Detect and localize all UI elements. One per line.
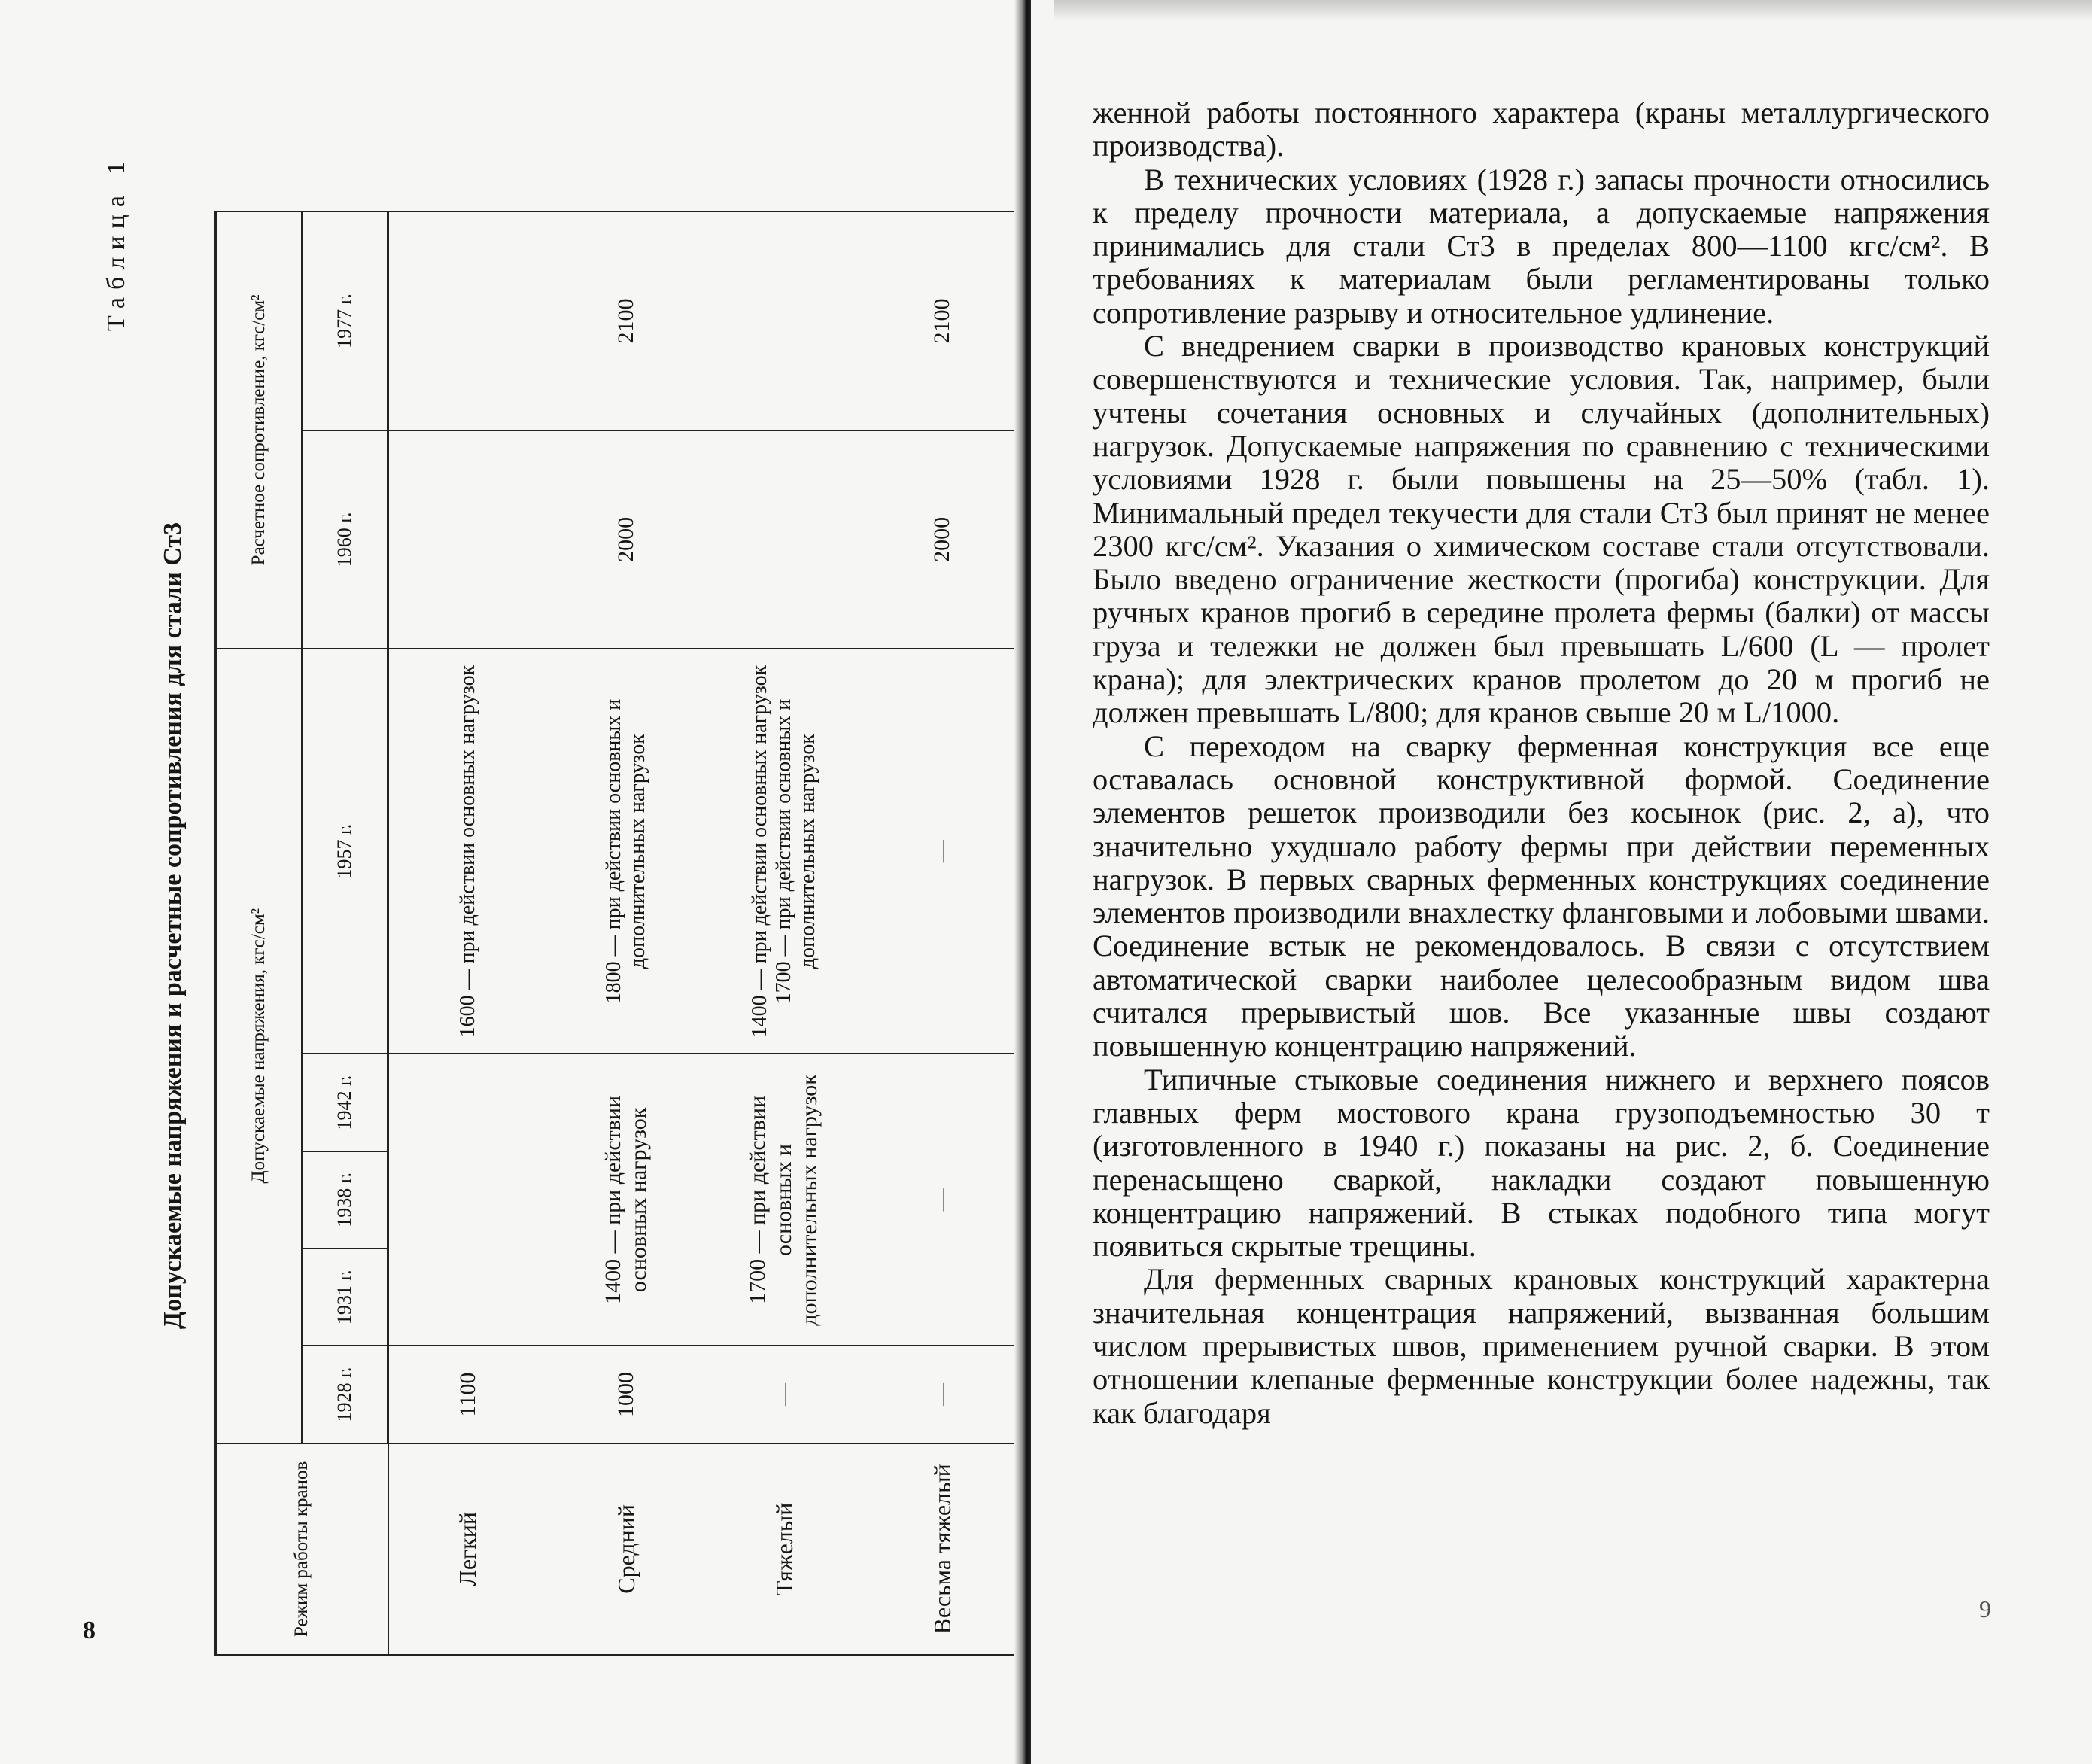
cell-1977 <box>705 211 863 430</box>
header-year: 1960 г. <box>302 430 388 649</box>
cell-1931-1942 <box>388 1054 548 1346</box>
paragraph: С переходом на сварку ферменная конструкция все еще оставалась основной конструктивной формой. Соединение элементов решеток производили без косынок (рис. 2, а), что значительно ухудшало работу фермы при действии переменных нагрузок. В первых сварных ферменных конструкциях соединение элементов производили внахлестку фланговыми и лобовыми швами. Соединение встык не рекомендовалось. В связи с отсутствием автоматической сварки наиболее целесообразным видом шва считался прерывистый шов. Все указанные швы создают повышенную концентрацию напряжений. <box>1093 728 1990 1063</box>
left-page <box>0 0 1031 1764</box>
page-number-right: 9 <box>1979 1595 1991 1623</box>
row-mode: Легкий <box>388 1443 548 1655</box>
cell-1931-1942: 1400 — при действии основных нагрузок <box>547 1054 705 1346</box>
cell-1931-1942: 1700 — при действии основных и дополнительных нагрузок <box>705 1054 863 1346</box>
cell-1928: 1000 <box>547 1346 705 1443</box>
stress-table <box>214 211 1023 1656</box>
paragraph: женной работы постоянного характера (краны металлургического производства). <box>1093 96 1990 163</box>
cell-1960: 2000 <box>863 430 1023 649</box>
header-year: 1931 г. <box>302 1248 388 1346</box>
table-row <box>547 211 705 1655</box>
cell-1957: 1600 — при действии основных нагрузок <box>388 649 548 1054</box>
header-year: 1957 г. <box>302 649 388 1054</box>
cell-1928: — <box>705 1346 863 1443</box>
paragraph: С внедрением сварки в производство крановых конструкций совершенствуются и технические условия. Так, например, были учтены сочетания основных и случайных (дополнительных) нагрузок. Допускаемые напряжения по сравнению с техническими условиями 1928 г. были повышены на 25—50% (табл. 1). Минимальный предел текучести для стали Ст3 был принят не менее 2300 кгс/см². Указания о химическом составе стали отсутствовали. Было введено ограничение жесткости (прогиба) конструкции. Для ручных кранов прогиб в середине пролета фермы (балки) от массы груза и тележки не должен был превышать L/600 (L — пролет крана); для электрических кранов пролетом до 20 м прогиб не должен превышать L/800; для кранов свыше 20 м L/1000. <box>1093 329 1990 730</box>
table-row <box>705 211 863 1655</box>
page-shadow <box>1054 0 2092 21</box>
rotated-table-block <box>102 151 990 1656</box>
cell-1960: 2000 <box>547 430 705 649</box>
header-design: Расчетное сопротивление, кгс/см² <box>216 211 303 649</box>
header-mode: Режим работы кранов <box>216 1443 388 1655</box>
header-allowable: Допускаемые напряжения, кгс/см² <box>216 649 303 1443</box>
row-mode: Весьма тяжелый <box>863 1443 1023 1655</box>
cell-1928: — <box>863 1346 1023 1443</box>
table-row <box>863 211 1023 1655</box>
page-number-left: 8 <box>83 1616 96 1644</box>
header-year: 1977 г. <box>302 211 388 430</box>
cell-1977: 2100 <box>863 211 1023 430</box>
header-year: 1938 г. <box>302 1151 388 1248</box>
cell-1977 <box>388 211 548 430</box>
paragraph: Типичные стыковые соединения нижнего и верхнего поясов главных ферм мостового крана грузоподъемностью 30 т (изготовленного в 1940 г.) показаны на рис. 2, б. Соединение перенасыщено сваркой, накладки создают повышенную концентрацию напряжений. В стыках подобного типа могут появиться скрытые трещины. <box>1093 1062 1990 1264</box>
cell-1960 <box>388 430 548 649</box>
cell-1977: 2100 <box>547 211 705 430</box>
header-year: 1942 г. <box>302 1054 388 1151</box>
paragraph: В технических условиях (1928 г.) запасы прочности относились к пределу прочности материала, а допускаемые напряжения принимались для стали Ст3 в пределах 800—1100 кгс/см². В требованиях к материалам были регламентированы только сопротивление разрыву и относительное удлинение. <box>1093 162 1990 330</box>
row-mode: Средний <box>547 1443 705 1655</box>
table-caption: Допускаемые напряжения и расчетные сопротивления для стали Ст3 <box>159 522 187 1330</box>
cell-1957: — <box>863 649 1023 1054</box>
table-label: Таблица 1 <box>102 154 130 331</box>
cell-1957: 1400 — при действии основных нагрузок 1700 — при действии основных и дополнительных нагрузок <box>705 649 863 1054</box>
cell-1960 <box>705 430 863 649</box>
row-mode: Тяжелый <box>705 1443 863 1655</box>
paragraph: Для ферменных сварных крановых конструкций характерна значительная концентрация напряжений, вызванная большим числом прерывистых швов, применением ручной сварки. В этом отношении клепаные ферменные конструкции более надежны, так как благодаря <box>1093 1262 1990 1430</box>
cell-1931-1942: — <box>863 1054 1023 1346</box>
cell-1928: 1100 <box>388 1346 548 1443</box>
table-row <box>388 211 548 1655</box>
cell-1957: 1800 — при действии основных и дополнительных нагрузок <box>547 649 705 1054</box>
body-text <box>1093 96 1990 1430</box>
header-year: 1928 г. <box>302 1346 388 1443</box>
